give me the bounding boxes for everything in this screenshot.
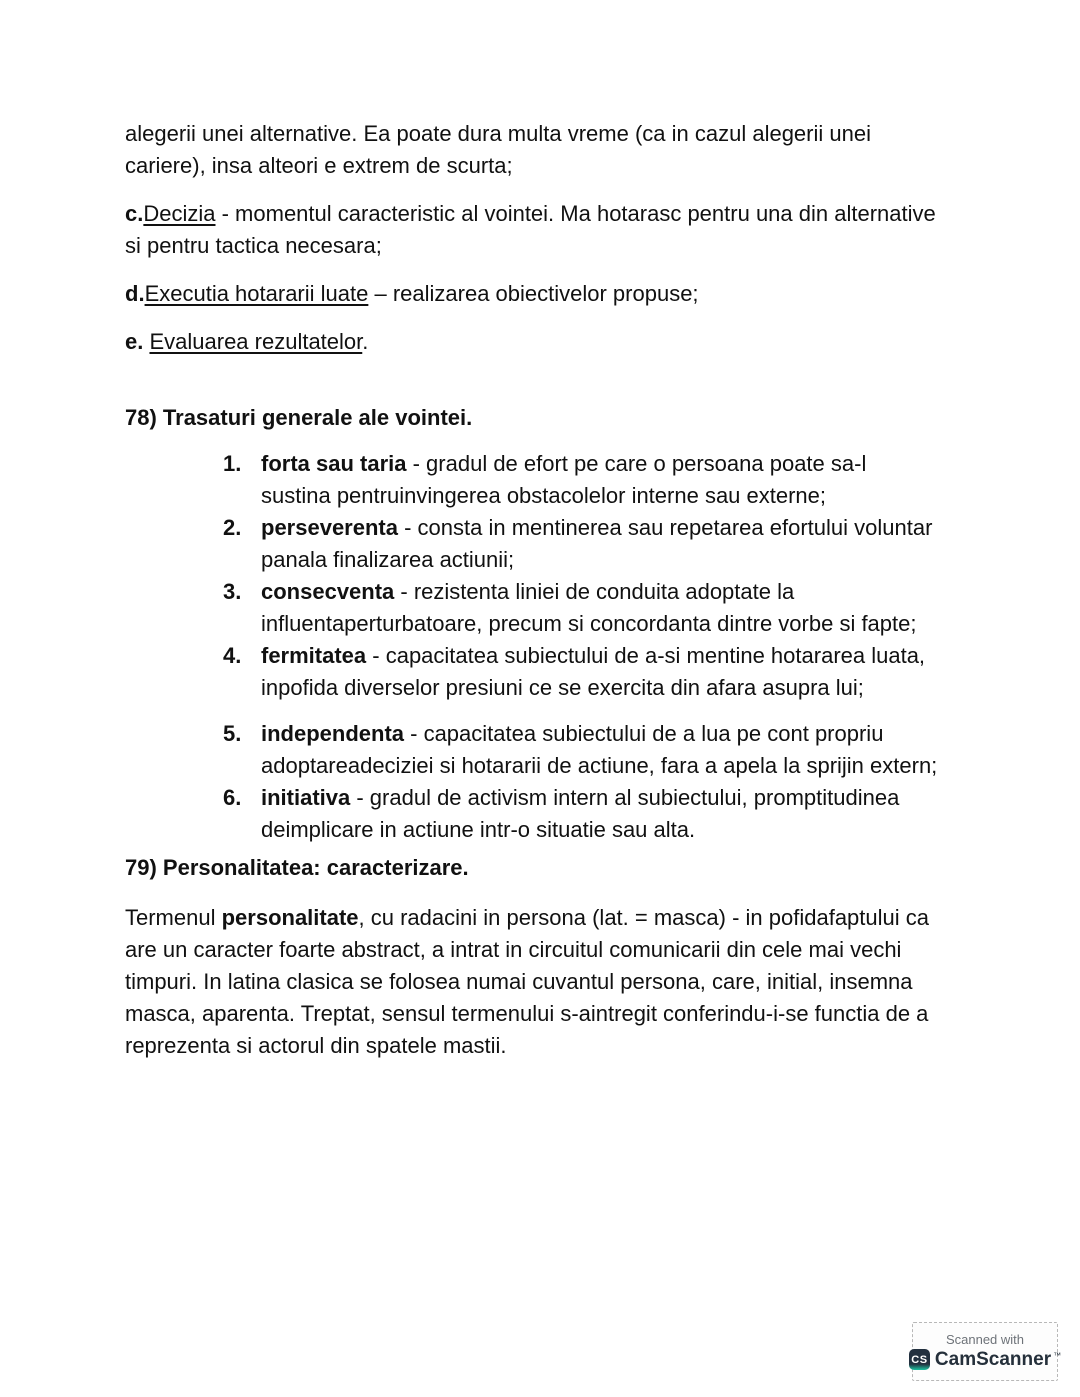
definition-item-c (125, 198, 940, 262)
trait-description: - capacitatea subiectului de a lua pe cont propriu adoptareadeciziei si hotararii de actiune, fara a apela la sprijin extern; (261, 721, 938, 778)
item-description: . (362, 329, 369, 354)
list-item-number: 2. (223, 515, 242, 540)
section-heading-79: 79) Personalitatea: caracterizare. (125, 855, 469, 880)
list-item-body (261, 448, 940, 512)
list-item-number: 3. (223, 579, 242, 604)
camscanner-badge (911, 1322, 1062, 1381)
item-label: d. (125, 281, 145, 306)
list-item-number: 6. (223, 785, 242, 810)
trait-term: consecventa (261, 579, 395, 604)
scanned-with-label: Scanned with (945, 1332, 1025, 1347)
paragraph-intro-continuation (125, 118, 940, 182)
item-term-underlined: Executia hotararii luate (144, 281, 369, 306)
list-item-number: 5. (223, 721, 242, 746)
trait-term: fermitatea (261, 643, 367, 668)
list-item-number: 4. (223, 643, 242, 668)
item-description: - momentul caracteristic al vointei. Ma hotarasc pentru una din alternative si pentru tactica necesara; (125, 201, 936, 258)
item-label: c. (125, 201, 144, 226)
section-heading-78: 78) Trasaturi generale ale vointei. (125, 405, 473, 430)
trait-term: forta sau taria (261, 451, 407, 476)
trademark-symbol: ™ (1053, 1351, 1062, 1360)
paragraph-text: alegerii unei alternative. Ea poate dura multa vreme (ca in cazul alegerii unei cariere), insa alteori e extrem de scurta; (125, 121, 871, 178)
list-item (223, 782, 940, 846)
trait-term: initiativa (261, 785, 351, 810)
camscanner-cs-icon: CS (909, 1349, 930, 1370)
item-description: – realizarea obiectivelor propuse; (368, 281, 699, 306)
trait-description: - gradul de efort pe care o persoana poate sa-l sustina pentruinvingerea obstacolelor interne sau externe; (261, 451, 867, 508)
list-item-body (261, 512, 940, 576)
trait-description: - rezistenta liniei de conduita adoptate la influentaperturbatoare, precum si concordanta dintre vorbe si fapte; (261, 579, 917, 636)
list-item (223, 512, 940, 576)
item-term-underlined: Decizia (143, 201, 216, 226)
definition-item-d (125, 278, 940, 310)
list-item-body (261, 640, 940, 704)
trait-description: - consta in mentinerea sau repetarea efortului voluntar panala finalizarea actiunii; (261, 515, 933, 572)
camscanner-brand-name: CamScanner (934, 1349, 1052, 1370)
paragraph-prefix: Termenul (125, 905, 222, 930)
list-item-number: 1. (223, 451, 242, 476)
paragraph-rest: , cu radacini in persona (lat. = masca) - in pofidafaptului ca are un caracter foarte abstract, a intrat in circuitul comunicarii din cele mai vechi timpuri. In latina clasica se folosea numai cuvantul persona, care, initial, insemna masca, aparenta. Treptat, sensul termenului s-aintregit conferindu-i-se functia de a reprezenta si actorul din spatele mastii. (125, 905, 929, 1058)
list-item-body (261, 576, 940, 640)
trait-description: - gradul de activism intern al subiectului, promptitudinea deimplicare in actiune intr-o situatie sau alta. (261, 785, 900, 842)
list-item (223, 718, 940, 782)
list-item (223, 448, 940, 512)
list-item-body (261, 718, 940, 782)
camscanner-brand-row (909, 1349, 1061, 1370)
document-page (125, 118, 940, 1078)
trait-term: independenta (261, 721, 405, 746)
list-item-body (261, 782, 940, 846)
item-label: e. (125, 329, 150, 354)
trait-term: perseverenta (261, 515, 398, 540)
definition-item-e (125, 326, 940, 358)
numbered-list-traits (223, 448, 940, 846)
term-personalitate: personalitate (221, 905, 359, 930)
list-item (223, 576, 940, 640)
trait-description: - capacitatea subiectului de a-si mentine hotararea luata, inpofida diverselor presiuni ce se exercita din afara asupra lui; (261, 643, 926, 700)
paragraph-personalitate (125, 902, 940, 1062)
list-item (223, 640, 940, 704)
item-term-underlined: Evaluarea rezultatelor (149, 329, 363, 354)
